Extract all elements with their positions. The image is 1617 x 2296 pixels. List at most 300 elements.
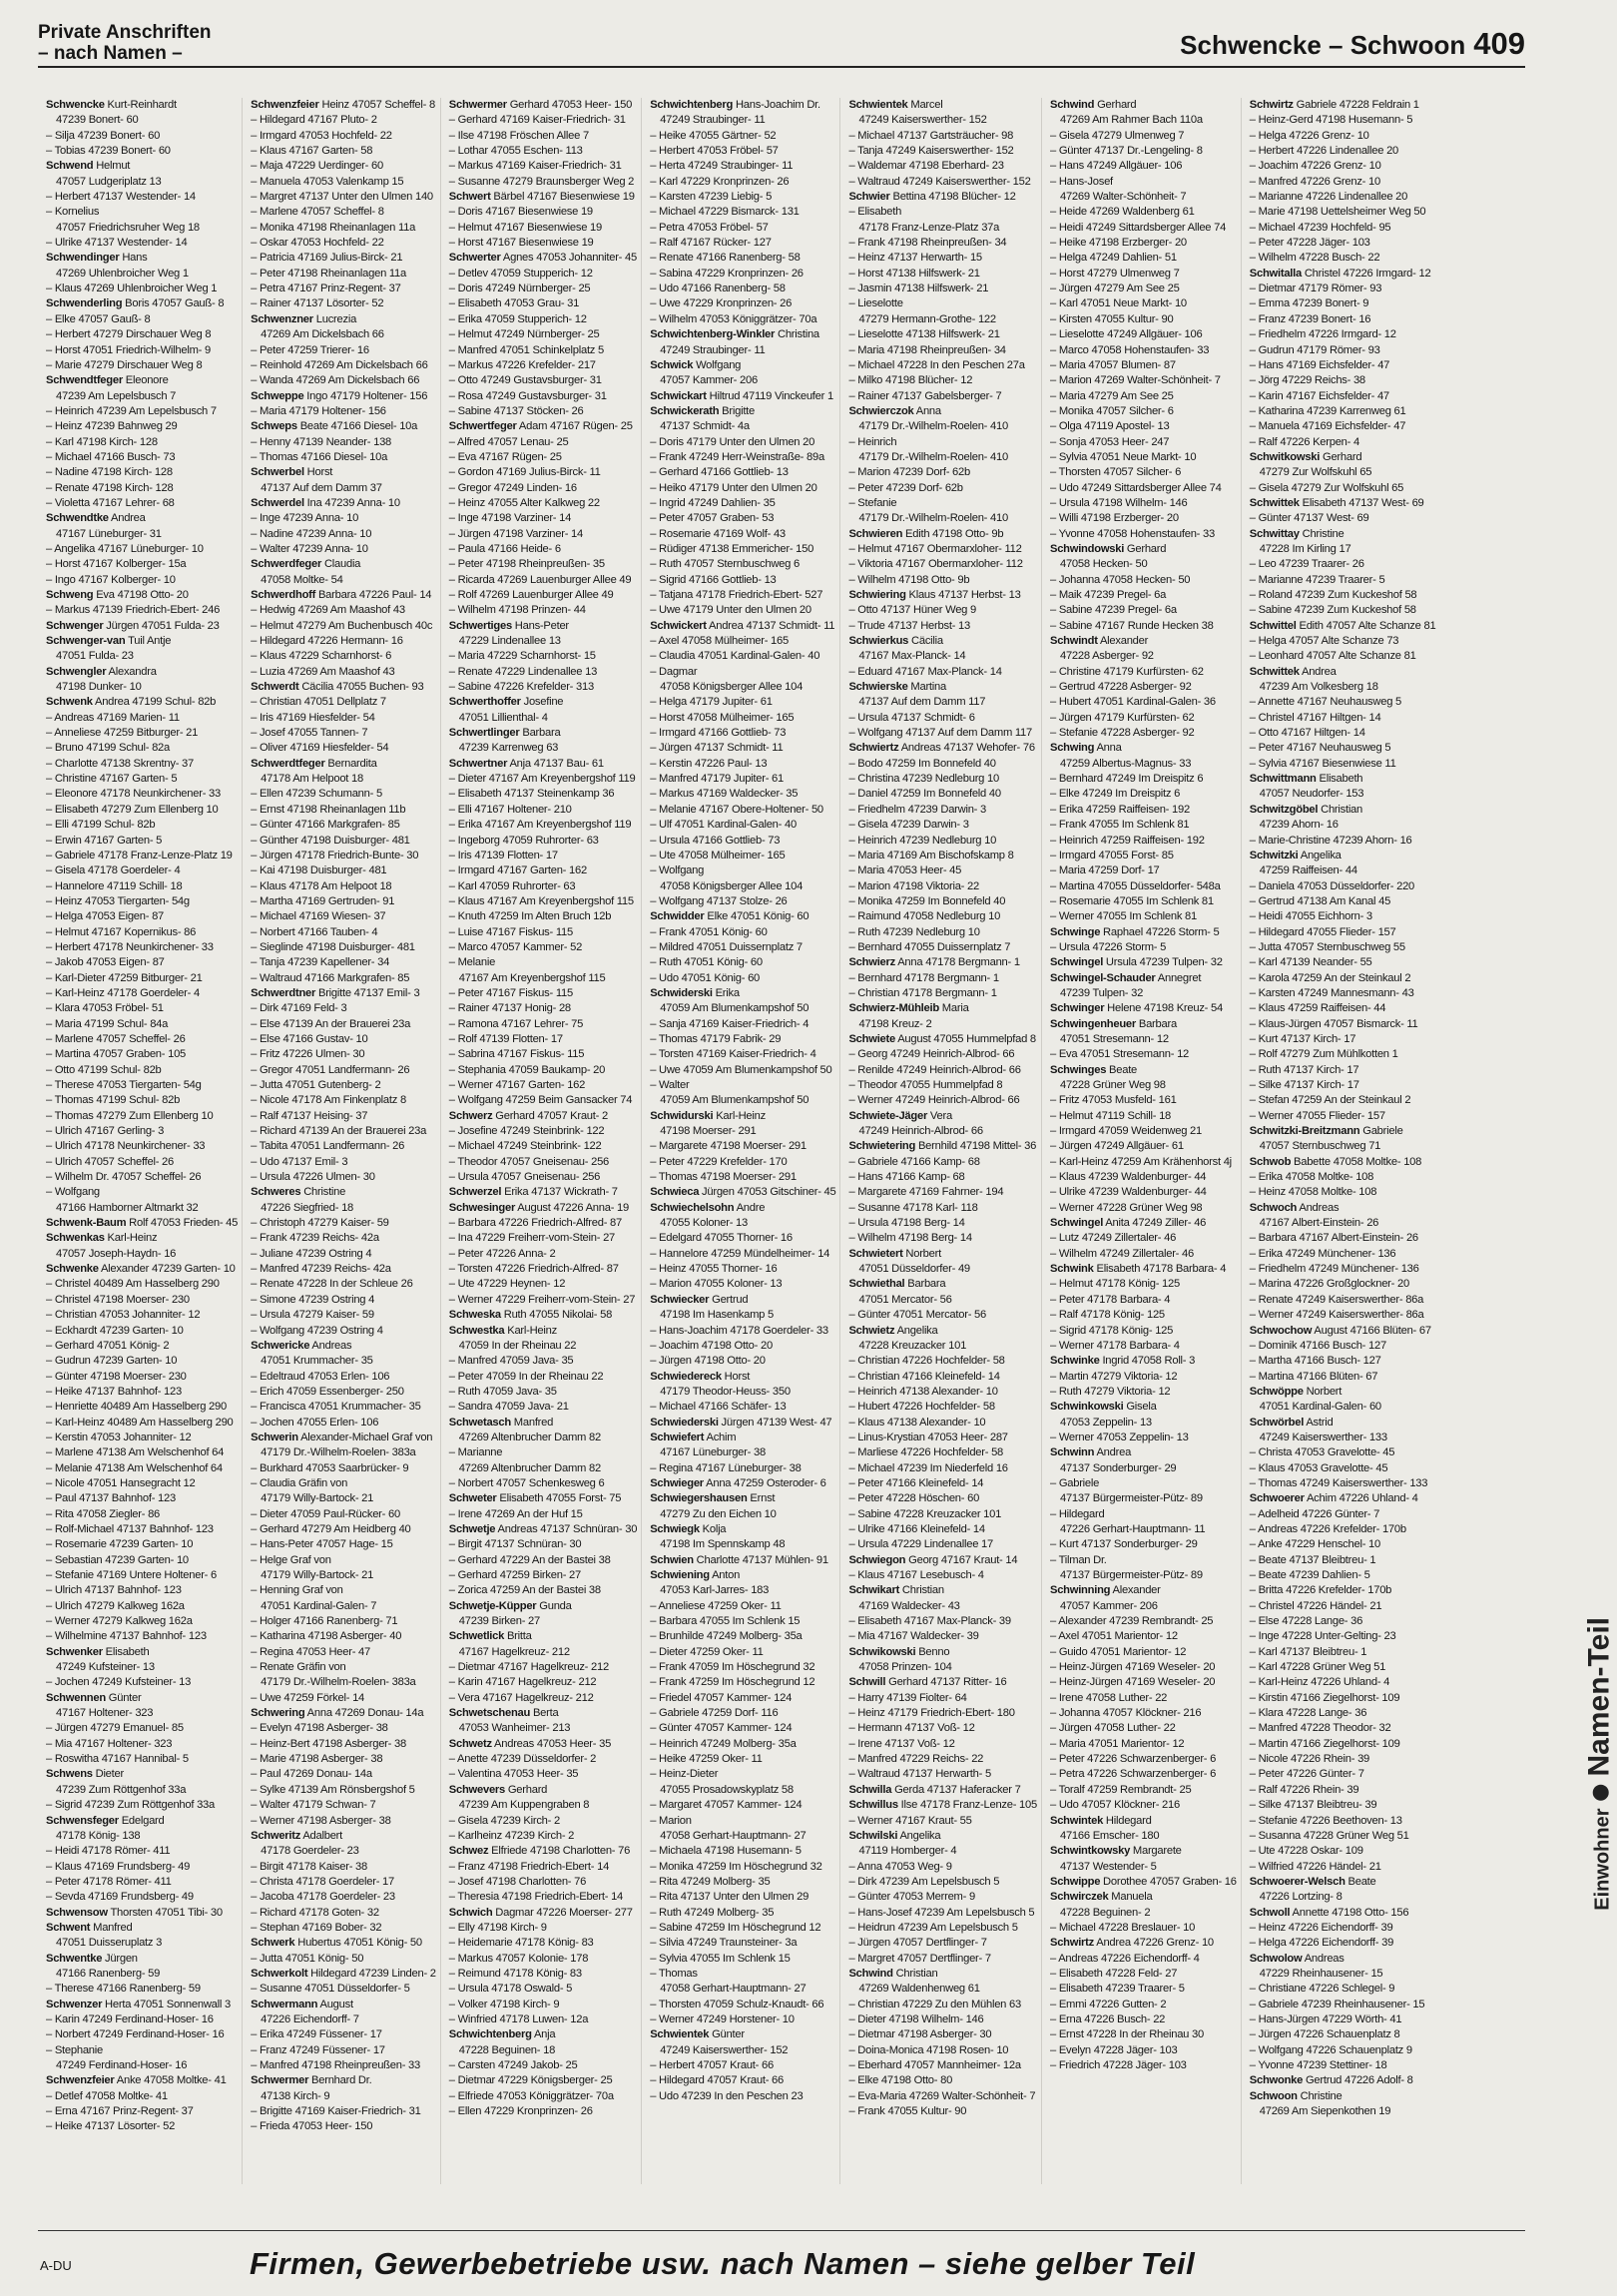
directory-entry: – Ulrich 47178 Neunkirchener- 33 (46, 1140, 206, 1153)
directory-entry: Schwenger Jürgen 47051 Fulda- 23 (46, 619, 220, 632)
directory-entry: – Bodo 47259 Im Bonnefeld 40 (848, 757, 996, 770)
surname: Schweres (251, 1186, 301, 1199)
directory-entry: – Christa 47053 Gravelotte- 45 (1249, 1446, 1395, 1459)
directory-entry: – Dagmar (650, 665, 698, 678)
directory-entry: – Gerhard 47051 König- 2 (46, 1339, 170, 1352)
directory-entry: 47249 Kaiserswerther- 152 (660, 2043, 789, 2056)
directory-entry: Schwenzer Herta 47051 Sonnenwall 3 (46, 1998, 231, 2010)
surname: Schwierz (848, 956, 895, 969)
surname: Schwillus (848, 1799, 898, 1812)
directory-entry: – Christine 47167 Garten- 5 (46, 773, 178, 786)
directory-entry: – Else 47139 An der Brauerei 23a (251, 1017, 411, 1030)
directory-entry: – Hans-Josef (1049, 175, 1113, 188)
directory-entry: 47198 Im Hasenkamp 5 (660, 1309, 774, 1322)
surname: Schwerbel (251, 466, 304, 479)
directory-entry: Schweritz Adalbert (251, 1829, 343, 1842)
directory-entry: – Heike 47137 Lösorter- 52 (46, 2120, 176, 2133)
directory-entry: – Fritz 47226 Ulmen- 30 (251, 1048, 365, 1061)
directory-entry: 47198 Dunker- 10 (56, 681, 142, 694)
surname: Schweppe (251, 389, 304, 402)
directory-entry: – Rolf-Michael 47137 Bahnhof- 123 (46, 1522, 214, 1535)
surname: Schwietert (848, 1247, 903, 1260)
directory-entry: – Heinz 47053 Tiergarten- 54g (46, 894, 190, 907)
directory-entry: – Markus 47169 Waldecker- 35 (650, 788, 799, 801)
directory-entry: – Ulf 47051 Kardinal-Galen- 40 (650, 819, 797, 832)
directory-entry: – Wolfgang (46, 1186, 100, 1199)
directory-entry: 47057 Friedrichsruher Weg 18 (56, 221, 200, 234)
directory-entry: 47137 Auf dem Damm 37 (261, 481, 382, 494)
directory-entry: Schwiefert Achim (650, 1431, 737, 1443)
surname: Schwertlinger (448, 727, 520, 740)
directory-entry: – Frank 47059 Im Höschegrund 32 (650, 1661, 815, 1674)
directory-entry: Schwenke Alexander 47239 Garten- 10 (46, 1263, 236, 1276)
surname: Schwindt (1049, 635, 1098, 648)
directory-entry: Schwick Wolfgang (650, 358, 742, 371)
directory-entry: – Christel 47167 Hiltgen- 14 (1249, 711, 1381, 724)
directory-entry: – Horst 47167 Biesenwiese 19 (448, 237, 594, 250)
directory-entry: – Wilhelmine 47137 Bahnhof- 123 (46, 1630, 207, 1643)
directory-entry: – Werner 47279 Kalkweg 162a (46, 1615, 193, 1628)
directory-entry: – Heike 47137 Bahnhof- 123 (46, 1385, 182, 1398)
directory-entry: – Rainer 47137 Lösorter- 52 (251, 297, 384, 310)
directory-entry: Schwien Charlotte 47137 Mühlen- 91 (650, 1553, 828, 1566)
surname: Schwencke (46, 99, 105, 111)
directory-entry: – Mia 47167 Holtener- 323 (46, 1737, 173, 1750)
directory-entry: Schwengler Alexandra (46, 665, 157, 678)
surname: Schwerdfeger (251, 558, 322, 571)
directory-entry: – Peter 47057 Graben- 53 (650, 512, 775, 525)
directory-entry: – Richard 47139 An der Brauerei 23a (251, 1125, 427, 1138)
directory-entry: – Trude 47137 Herbst- 13 (848, 619, 970, 632)
directory-entry: – Klara 47228 Lange- 36 (1249, 1707, 1367, 1720)
directory-entry: – Elisabeth 47053 Grau- 31 (448, 297, 580, 310)
directory-entry: Schwez Elfriede 47198 Charlotten- 76 (448, 1845, 631, 1858)
directory-entry: – Winfried 47178 Luwen- 12a (448, 2012, 589, 2025)
directory-entry: – Peter 47059 In der Rheinau 22 (448, 1370, 604, 1383)
directory-entry: – Heidi 47178 Römer- 411 (46, 1845, 171, 1858)
directory-entry: – Walter 47179 Schwan- 7 (251, 1799, 376, 1812)
directory-entry: – Werner 47249 Horstener- 10 (650, 2012, 795, 2025)
directory-entry: Schwermer Gerhard 47053 Heer- 150 (448, 99, 633, 111)
directory-entry: – Erika 47249 Münchener- 136 (1249, 1247, 1396, 1260)
directory-entry: – Christian 47229 Zu den Mühlen 63 (848, 1998, 1021, 2010)
directory-entry: – Hans-Joachim 47178 Goerdeler- 33 (650, 1324, 828, 1337)
directory-entry: – Klaus 47167 Am Kreyenbergshof 115 (448, 894, 634, 907)
directory-entry: – Kurt 47137 Sonderburger- 29 (1049, 1538, 1198, 1551)
surname: Schwetschenau (448, 1707, 531, 1720)
directory-entry: Schwenderling Boris 47057 Gauß- 8 (46, 297, 225, 310)
surname: Schwitalla (1249, 267, 1302, 280)
directory-entry: 47137 Westender- 5 (1059, 1860, 1157, 1873)
directory-entry: – Herbert 47178 Neunkirchener- 33 (46, 940, 214, 953)
directory-entry: – Werner 47249 Kaiserswerther- 86a (1249, 1309, 1424, 1322)
directory-entry: 47057 Ludgeriplatz 13 (56, 175, 162, 188)
directory-entry: Schwind Gerhard (1049, 99, 1137, 111)
directory-entry: – Vera 47167 Hagelkreuz- 212 (448, 1691, 594, 1704)
directory-entry: Schwieren Edith 47198 Otto- 9b (848, 527, 1004, 540)
directory-entry: – Peter 47198 Rheinanlagen 11a (251, 267, 406, 280)
directory-entry: – Tabita 47051 Landfermann- 26 (251, 1140, 405, 1153)
directory-entry: – Karl-Heinz 47259 Am Krähenhorst 4j (1049, 1155, 1232, 1168)
directory-entry: Schwickert Andrea 47137 Schmidt- 11 (650, 619, 835, 632)
directory-entry: Schwetje Andreas 47137 Schnüran- 30 (448, 1522, 638, 1535)
surname: Schwinges (1049, 1063, 1107, 1076)
directory-entry: Schwing Anna (1049, 742, 1122, 755)
directory-entry: 47179 Dr.-Wilhelm-Roelen- 410 (858, 512, 1008, 525)
directory-entry: – Regina 47053 Heer- 47 (251, 1645, 370, 1658)
directory-entry: – Sevda 47169 Frundsberg- 49 (46, 1891, 194, 1904)
directory-entry: – Barbara 47167 Albert-Einstein- 26 (1249, 1232, 1418, 1245)
directory-entry: – Marion 47239 Dorf- 62b (848, 466, 970, 479)
directory-entry: – Ralf 47226 Kerpen- 4 (1249, 435, 1359, 448)
directory-entry: 47058 Gerhart-Hauptmann- 27 (660, 1983, 807, 1996)
directory-entry: Schwoch Andreas (1249, 1201, 1340, 1214)
directory-entry: 47058 Hecken- 50 (1059, 558, 1148, 571)
surname: Schwerdtner (251, 986, 316, 999)
directory-entry: – Peter 47226 Anna- 2 (448, 1247, 556, 1260)
directory-entry: – Dietmar 47179 Römer- 93 (1249, 283, 1382, 295)
surname: Schwientek (650, 2028, 710, 2041)
directory-entry: – Yvonne 47239 Stettiner- 18 (1249, 2059, 1387, 2071)
directory-entry: 47226 Eichendorff- 7 (261, 2012, 359, 2025)
surname: Schwier (848, 191, 890, 204)
directory-entry: – Christian 47051 Dellplatz 7 (251, 696, 386, 709)
directory-entry: – Roland 47239 Zum Kuckeshof 58 (1249, 589, 1417, 601)
directory-entry: – Klaus 47167 Garten- 58 (251, 145, 373, 158)
directory-entry: Schwetje-Küpper Gunda (448, 1599, 572, 1612)
directory-entry: – Thomas 47198 Moerser- 291 (650, 1171, 797, 1184)
surname: Schwengler (46, 665, 107, 678)
directory-entry: – Theodor 47055 Hummelpfad 8 (848, 1079, 1003, 1091)
surname: Schwetz (448, 1737, 492, 1750)
directory-entry: – Hannelore 47119 Schill- 18 (46, 879, 183, 892)
directory-entry: – Helmut 47279 Am Buchenbusch 40c (251, 619, 433, 632)
directory-entry: – Dietmar 47198 Asberger- 30 (848, 2028, 992, 2041)
directory-entry: 47226 Gerhart-Hauptmann- 11 (1059, 1522, 1206, 1535)
directory-entry: – Franz 47249 Füssener- 17 (251, 2043, 385, 2056)
directory-entry: – Lieselotte 47138 Hilfswerk- 21 (848, 328, 1000, 341)
directory-entry: – Horst 47138 Hilfswerk- 21 (848, 267, 980, 280)
directory-entry: – Martina 47166 Blüten- 67 (1249, 1370, 1378, 1383)
directory-entry: – Gisela 47279 Ulmenweg 7 (1049, 129, 1185, 142)
directory-entry: Schweppe Ingo 47179 Holtener- 156 (251, 389, 428, 402)
directory-column (650, 98, 840, 2184)
directory-entry: 47138 Kirch- 9 (261, 2089, 330, 2102)
directory-entry: 47051 Lillienthal- 4 (458, 711, 548, 724)
directory-entry: – Wilhelm Dr. 47057 Scheffel- 26 (46, 1171, 202, 1184)
directory-entry: – Jürgen 47198 Otto- 20 (650, 1355, 766, 1368)
directory-entry: – Thomas 47249 Kaiserswerther- 133 (1249, 1476, 1428, 1489)
directory-entry: – Sonja 47053 Heer- 247 (1049, 435, 1170, 448)
directory-entry: – Torsten 47169 Kaiser-Friedrich- 4 (650, 1048, 816, 1061)
directory-entry: – Gerhard 47166 Gottlieb- 13 (650, 466, 789, 479)
surname: Schwiegon (848, 1553, 906, 1566)
directory-entry: – Doina-Monica 47198 Rosen- 10 (848, 2043, 1009, 2056)
directory-entry: – Helmut 47167 Biesenwiese 19 (448, 221, 602, 234)
surname: Schwensfeger (46, 1814, 119, 1827)
directory-entry: – Therese 47053 Tiergarten- 54g (46, 1079, 202, 1091)
directory-entry: Schwientek Günter (650, 2028, 745, 2041)
directory-entry: – Zorica 47259 An der Bastei 38 (448, 1584, 601, 1597)
directory-entry: – Sabine 47228 Kreuzacker 101 (848, 1507, 1002, 1520)
directory-entry: 47057 Neudorfer- 153 (1259, 788, 1364, 801)
directory-entry: – Horst 47051 Friedrich-Wilhelm- 9 (46, 343, 211, 356)
surname: Schwierske (848, 681, 908, 694)
section-heading-line2: – nach Namen – (38, 43, 183, 64)
directory-entry: Schwerdhoff Barbara 47226 Paul- 14 (251, 589, 432, 601)
directory-entry: – Thomas 47166 Diesel- 10a (251, 450, 388, 463)
directory-entry: – Stefanie (848, 496, 897, 509)
directory-entry: – Reimund 47178 König- 83 (448, 1967, 582, 1980)
surname: Schwittmann (1249, 773, 1317, 786)
directory-entry: – Ralf 47167 Rücker- 127 (650, 237, 772, 250)
directory-entry: – Johanna 47057 Klöckner- 216 (1049, 1707, 1202, 1720)
directory-column (449, 98, 642, 2184)
directory-entry: – Sylvia 47051 Neue Markt- 10 (1049, 450, 1197, 463)
directory-entry: – Lieselotte 47249 Allgäuer- 106 (1049, 328, 1203, 341)
directory-entry: – Irmgard 47059 Weidenweg 21 (1049, 1125, 1202, 1138)
directory-entry: Schwilski Angelika (848, 1829, 941, 1842)
surname: Schwind (1049, 99, 1095, 111)
directory-entry: – Beate 47239 Dahlien- 5 (1249, 1569, 1370, 1581)
directory-entry: – Peter 47167 Fiskus- 115 (448, 986, 573, 999)
directory-entry: – Anette 47239 Düsseldorfer- 2 (448, 1753, 597, 1766)
directory-entry: – Ralf 47226 Rhein- 39 (1249, 1783, 1359, 1796)
directory-entry: Schwirtz Andrea 47226 Grenz- 10 (1049, 1937, 1214, 1950)
directory-entry: – Joachim 47198 Otto- 20 (650, 1339, 773, 1352)
directory-entry: – Simone 47239 Ostring 4 (251, 1293, 375, 1306)
directory-entry: Schwoerer Achim 47226 Uhland- 4 (1249, 1492, 1418, 1505)
directory-entry: – Thomas (650, 1967, 698, 1980)
directory-entry: – Rüdiger 47138 Emmericher- 150 (650, 542, 814, 555)
directory-entry: 47178 König- 138 (56, 1829, 141, 1842)
directory-entry: – Manfred 47051 Schinkelplatz 5 (448, 343, 604, 356)
directory-entry: 47059 Am Blumenkampshof 50 (660, 1094, 809, 1107)
directory-entry: 47279 Hermann-Grothe- 122 (858, 312, 996, 325)
directory-entry: – Friedel 47057 Kammer- 124 (650, 1691, 793, 1704)
directory-entry: – Gabriele 47178 Franz-Lenze-Platz 19 (46, 849, 233, 861)
directory-entry: – Elly 47198 Kirch- 9 (448, 1921, 547, 1934)
directory-entry: – Elke 47249 Im Dreispitz 6 (1049, 788, 1181, 801)
directory-entry: Schwermann August (251, 1998, 353, 2010)
directory-entry: – Barbara 47226 Friedrich-Alfred- 87 (448, 1217, 622, 1230)
directory-entry: Schwens Dieter (46, 1768, 124, 1781)
directory-entry: – Karin 47249 Ferdinand-Hoser- 16 (46, 2012, 214, 2025)
directory-entry: – Bernhard 47055 Duissernplatz 7 (848, 940, 1011, 953)
directory-entry: – Wolfgang 47259 Beim Gansacker 74 (448, 1094, 633, 1107)
directory-entry: – Heinrich 47239 Am Lepelsbusch 7 (46, 404, 217, 417)
directory-entry: – Maria 47279 Am See 25 (1049, 389, 1174, 402)
surname: Schwenker (46, 1645, 103, 1658)
directory-entry: – Oliver 47169 Hiesfelder- 54 (251, 742, 389, 755)
directory-entry: – Sigrid 47178 König- 125 (1049, 1324, 1174, 1337)
directory-entry: – Heinrich 47138 Alexander- 10 (848, 1385, 998, 1398)
surname: Schwinning (1049, 1584, 1111, 1597)
directory-entry: – Karl-Dieter 47259 Bitburger- 21 (46, 971, 203, 984)
directory-entry: – Rita 47249 Molberg- 35 (650, 1875, 771, 1888)
directory-entry: – Volker 47198 Kirch- 9 (448, 1998, 560, 2010)
directory-entry: – Barbara 47055 Im Schlenk 15 (650, 1615, 801, 1628)
directory-entry: Schwiechelsohn Andre (650, 1201, 766, 1214)
directory-entry: – Ute 47228 Oskar- 109 (1249, 1845, 1363, 1858)
directory-entry: – Wilhelm 47198 Prinzen- 44 (448, 604, 586, 617)
directory-entry: 47051 Krummacher- 35 (261, 1355, 373, 1368)
directory-entry: Schwinn Andrea (1049, 1446, 1132, 1459)
surname: Schwiegk (650, 1522, 700, 1535)
directory-entry: 47137 Bürgermeister-Pütz- 89 (1059, 1492, 1203, 1505)
directory-entry: – Monika 47259 Im Bonnefeld 40 (848, 894, 1006, 907)
directory-entry: – Heike 47198 Erzberger- 20 (1049, 237, 1187, 250)
directory-entry: 47137 Auf dem Damm 117 (858, 696, 986, 709)
directory-entry: – Otto 47137 Hüner Weg 9 (848, 604, 976, 617)
directory-entry: – Hildegard (1049, 1507, 1105, 1520)
directory-entry: 47058 Moltke- 54 (261, 573, 343, 586)
surname: Schwietering (848, 1140, 916, 1153)
directory-entry: – Michael 47239 Hochfeld- 95 (1249, 221, 1391, 234)
directory-entry: – Viktoria 47167 Obermarxloher- 112 (848, 558, 1023, 571)
directory-entry: – Manfred 47198 Rheinpreußen- 33 (251, 2059, 420, 2071)
directory-entry: 47269 Am Siepenkothen 19 (1259, 2105, 1391, 2118)
surname: Schwingel-Schauder (1049, 971, 1156, 984)
directory-entry: – Karl 47198 Kirch- 128 (46, 435, 158, 448)
directory-entry: – Norbert 47166 Tauben- 4 (251, 925, 378, 938)
directory-entry: – Karin 47167 Eichsfelder- 47 (1249, 389, 1389, 402)
section-heading (38, 22, 212, 64)
directory-entry: – Inge 47228 Unter-Gelting- 23 (1249, 1630, 1396, 1643)
directory-entry: – Hildegard 47055 Flieder- 157 (1249, 925, 1396, 938)
surname: Schwinger (1049, 1002, 1105, 1015)
directory-entry: Schweter Elisabeth 47055 Forst- 75 (448, 1492, 622, 1505)
surname: Schwensow (46, 1906, 108, 1919)
directory-entry: – Nicole 47051 Hansegracht 12 (46, 1476, 196, 1489)
directory-entry: 47169 Waldecker- 43 (858, 1599, 960, 1612)
directory-entry: – Manuela 47053 Valenkamp 15 (251, 175, 404, 188)
directory-entry: Schwering Anna 47269 Donau- 14a (251, 1707, 424, 1720)
directory-entry: – Toralf 47259 Rembrandt- 25 (1049, 1783, 1192, 1796)
directory-entry: – Ellen 47229 Kronprinzen- 26 (448, 2105, 593, 2118)
directory-entry: Schwetz Andreas 47053 Heer- 35 (448, 1737, 612, 1750)
directory-entry: – Werner 47055 Im Schlenk 81 (1049, 910, 1198, 923)
directory-entry: Schwencke Kurt-Reinhardt (46, 99, 177, 111)
directory-entry: – Karl-Heinz 40489 Am Hasselberg 290 (46, 1416, 234, 1429)
directory-entry: 47239 Zum Röttgenhof 33a (56, 1783, 187, 1796)
directory-entry: – Tatjana 47178 Friedrich-Ebert- 527 (650, 589, 823, 601)
directory-entry: 47269 Waldenhenweg 61 (858, 1983, 980, 1996)
directory-entry: – Jürgen 47198 Varziner- 14 (448, 527, 583, 540)
directory-entry: – Elisabeth 47279 Zum Ellenberg 10 (46, 803, 219, 816)
footer-notice: Firmen, Gewerbebetriebe usw. nach Namen – siehe gelber Teil (250, 2246, 1196, 2281)
directory-entry: – Oskar 47053 Hochfeld- 22 (251, 237, 384, 250)
surname: Schwetje (448, 1522, 496, 1535)
surname: Schwermer (251, 2074, 309, 2087)
directory-entry: 47269 Walter-Schönheit- 7 (1059, 191, 1187, 204)
directory-entry: 47167 Lüneburger- 38 (660, 1446, 766, 1459)
directory-entry: – Dietmar 47167 Hagelkreuz- 212 (448, 1661, 609, 1674)
directory-entry: – Karl 47051 Neue Markt- 10 (1049, 297, 1187, 310)
directory-entry: – Frank 47051 König- 60 (650, 925, 768, 938)
directory-entry: Schwitkowski Gerhard (1249, 450, 1362, 463)
directory-entry: 47058 Prinzen- 104 (858, 1661, 952, 1674)
directory-entry: – Renate 47229 Lindenallee 13 (448, 665, 598, 678)
surname: Schwenzer (46, 1998, 103, 2010)
directory-entry: – Josef 47198 Charlotten- 76 (448, 1875, 587, 1888)
surname: Schwenzner (251, 312, 313, 325)
directory-entry: Schwenger-van Tuil Antje (46, 635, 172, 648)
directory-entry: – Stefanie 47228 Asberger- 92 (1049, 727, 1195, 740)
directory-entry: – Susanne 47279 Braunsberger Weg 2 (448, 175, 635, 188)
directory-entry: – Brunhilde 47249 Molberg- 35a (650, 1630, 803, 1643)
directory-entry: – Ralf 47137 Heising- 37 (251, 1109, 368, 1122)
directory-entry: – Tanja 47249 Kaiserswerther- 152 (848, 145, 1014, 158)
directory-entry: – Jochen 47249 Kufsteiner- 13 (46, 1676, 192, 1689)
directory-entry: 47137 Sonderburger- 29 (1059, 1461, 1177, 1474)
directory-entry: – Renate 47228 In der Schleue 26 (251, 1278, 413, 1291)
directory-entry: – Doris 47249 Nürnberger- 25 (448, 283, 591, 295)
surname: Schwonke (1249, 2074, 1304, 2087)
directory-entry: – Bernhard 47178 Bergmann- 1 (848, 971, 999, 984)
directory-entry: – Jutta 47051 Gutenberg- 2 (251, 1079, 381, 1091)
surname: Schwietz (848, 1324, 895, 1337)
directory-entry: – Irene 47269 An der Huf 15 (448, 1507, 583, 1520)
surname: Schwetasch (448, 1416, 511, 1429)
directory-entry: 47167 Am Kreyenbergshof 115 (458, 971, 606, 984)
directory-entry: – Renate 47249 Kaiserswerther- 86a (1249, 1293, 1424, 1306)
directory-entry: – Markus 47169 Kaiser-Friedrich- 31 (448, 160, 622, 173)
directory-entry: – Christina 47239 Nedleburg 10 (848, 773, 999, 786)
directory-entry: – Wilhelm 47249 Zillertaler- 46 (1049, 1247, 1194, 1260)
directory-entry: – Dieter 47059 Paul-Rücker- 60 (251, 1507, 400, 1520)
surname: Schwintek (1049, 1814, 1104, 1827)
directory-entry: Schwent Manfred (46, 1921, 133, 1934)
directory-entry: – Wolfgang 47239 Ostring 4 (251, 1324, 383, 1337)
directory-entry: – Heinz 47179 Friedrich-Ebert- 180 (848, 1707, 1015, 1720)
surname: Schwinke (1049, 1355, 1100, 1368)
footer-divider (38, 2230, 1525, 2231)
directory-entry: – Martin 47279 Viktoria- 12 (1049, 1370, 1178, 1383)
directory-entry: – Eva-Maria 47269 Walter-Schönheit- 7 (848, 2089, 1036, 2102)
directory-entry: – Inge 47198 Varziner- 14 (448, 512, 572, 525)
directory-entry: Schwerthoffer Josefine (448, 696, 564, 709)
directory-entry: – Marianne 47239 Traarer- 5 (1249, 573, 1385, 586)
surname: Schwirtz (1049, 1937, 1094, 1950)
directory-entry: Schwoll Annette 47198 Otto- 156 (1249, 1906, 1409, 1919)
directory-entry: – Marie 47198 Asberger- 38 (251, 1753, 383, 1766)
directory-entry: – Norbert 47057 Schenkesweg 6 (448, 1476, 605, 1489)
directory-entry: – Holger 47166 Ranenberg- 71 (251, 1615, 398, 1628)
directory-entry: – Gisela 47239 Kirch- 2 (448, 1814, 560, 1827)
directory-entry: Schwingenheuer Barbara (1049, 1017, 1177, 1030)
directory-entry: Schwierkus Cäcilia (848, 635, 943, 648)
directory-entry: – Michael 47229 Bismarck- 131 (650, 206, 800, 219)
directory-entry: 47229 Lindenallee 13 (458, 635, 561, 648)
directory-entry: – Udo 47239 In den Peschen 23 (650, 2089, 804, 2102)
directory-entry: – Jürgen 47058 Luther- 22 (1049, 1722, 1176, 1735)
directory-entry: – Fritz 47053 Musfeld- 161 (1049, 1094, 1177, 1107)
directory-entry: – Heinz-Jürgen 47169 Weseler- 20 (1049, 1676, 1216, 1689)
directory-entry: – Peter 47228 Jäger- 103 (1249, 237, 1370, 250)
directory-entry: – Gertrud 47228 Asberger- 92 (1049, 681, 1192, 694)
directory-entry: – Werner 47228 Grüner Weg 98 (1049, 1201, 1203, 1214)
directory-entry: – Stefan 47259 An der Steinkaul 2 (1249, 1094, 1411, 1107)
directory-entry: Schwennen Günter (46, 1691, 142, 1704)
directory-entry: 47269 Uhlenbroicher Weg 1 (56, 267, 189, 280)
surname: Schwoll (1249, 1906, 1291, 1919)
directory-entry: Schwerz Gerhard 47057 Kraut- 2 (448, 1109, 608, 1122)
surname: Schwermer (448, 99, 507, 111)
directory-entry: – Günter 47057 Kammer- 124 (650, 1722, 793, 1735)
surname: Schwickart (650, 389, 707, 402)
directory-entry: – Gerhard 47279 Am Heidberg 40 (251, 1522, 411, 1535)
